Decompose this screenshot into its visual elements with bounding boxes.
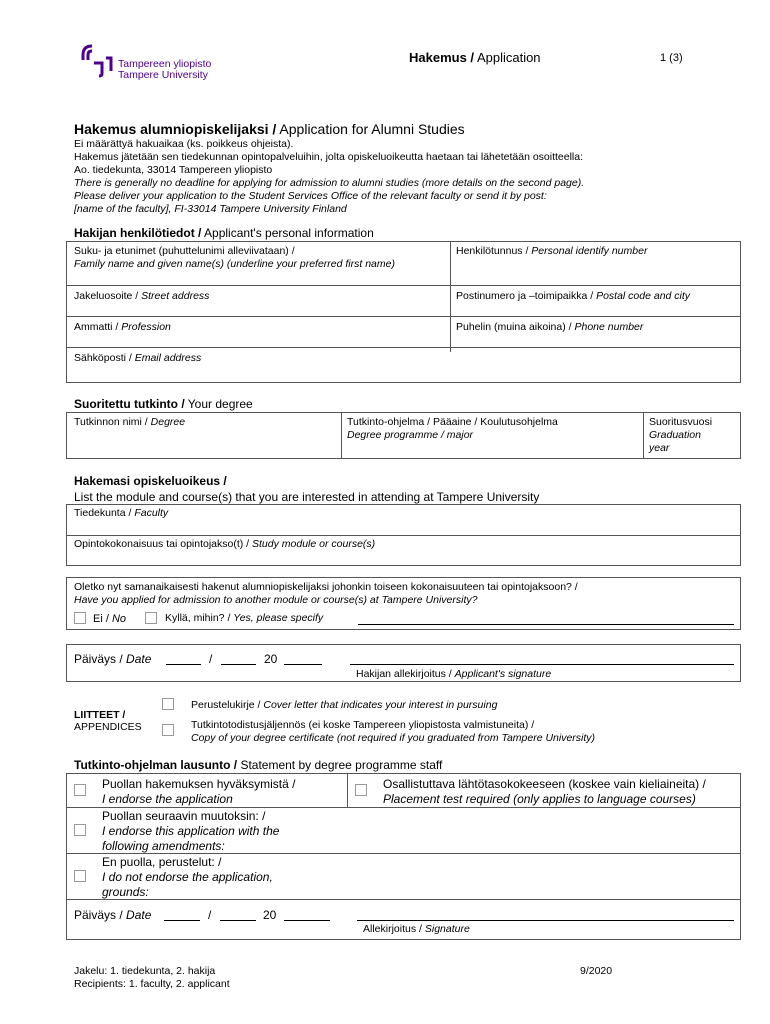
not-endorse-label xyxy=(102,855,273,900)
profession-field[interactable] xyxy=(74,321,446,345)
applicant-date-label-fi: Päiväys / xyxy=(74,652,127,666)
form-title-en: Application for Alumni Studies xyxy=(276,121,465,137)
appendices-label-fi: LIITTEET / xyxy=(74,709,126,721)
amendments-label-en: following amendments: xyxy=(102,839,225,853)
degree-heading-fi: Suoritettu tutkinto / xyxy=(74,397,185,411)
applicant-signature-line[interactable] xyxy=(350,664,734,665)
other-application-question-fi: Oletko nyt samanaikaisesti hakenut alumniopiskelijaksi johonkin toiseen kokonaisuuteen tai opintojaksoon? / xyxy=(74,581,578,593)
street-address-field[interactable] xyxy=(74,290,446,314)
staff-date-label-fi: Päiväys / xyxy=(74,908,127,922)
personal-heading-en: Applicant's personal information xyxy=(201,226,374,240)
postal-code-label-en: Postal code and city xyxy=(596,290,691,302)
name-field-label-en: Family name and given name(s) (underline your preferred first name) xyxy=(74,258,395,270)
yes-label xyxy=(165,612,323,625)
document-title xyxy=(409,50,541,65)
staff-date-label-en: Date xyxy=(126,908,152,922)
intro-line: Please deliver your application to the Student Services Office of the relevant faculty or send it by post: xyxy=(74,190,547,202)
document-title-fi: Hakemus / xyxy=(409,50,475,65)
intro-line: Ei määrättyä hakuaikaa (ks. poikkeus ohjeista). xyxy=(74,138,294,150)
staff-date-day[interactable] xyxy=(164,920,200,921)
degree-name-label-fi: Tutkinnon nimi / xyxy=(74,416,151,428)
form-title xyxy=(74,121,465,137)
endorse-label-en: I endorse the application xyxy=(102,792,233,806)
personal-id-field[interactable] xyxy=(456,245,736,283)
cover-letter-label-en: Cover letter that indicates your interest in pursuing xyxy=(263,699,498,711)
staff-date-month[interactable] xyxy=(220,920,256,921)
personal-heading xyxy=(74,226,374,241)
name-field-label-fi: Suku- ja etunimet (puhuttelunimi alleviivataan) / xyxy=(74,245,295,257)
no-label xyxy=(93,612,126,626)
date-year-prefix: 20 xyxy=(263,908,277,922)
other-application-question-en: Have you applied for admission to another module or course(s) at Tampere University? xyxy=(74,594,478,606)
date-separator: / xyxy=(209,652,213,666)
study-module-field[interactable] xyxy=(74,538,734,564)
degree-certificate-label xyxy=(191,719,595,745)
applicant-date-label-en: Date xyxy=(126,652,152,666)
personal-id-label-en: Personal identify number xyxy=(531,245,648,257)
cover-letter-checkbox[interactable] xyxy=(162,698,174,710)
postal-code-label-fi: Postinumero ja –toimipaikka / xyxy=(456,290,597,302)
phone-label-fi: Puhelin (muina aikoina) / xyxy=(456,321,575,333)
logo-text-fi: Tampereen yliopisto xyxy=(118,58,212,70)
degree-heading-en: Your degree xyxy=(184,397,253,411)
cover-letter-label xyxy=(191,699,497,712)
date-year-prefix: 20 xyxy=(264,652,278,666)
yes-label-en: Yes, please specify xyxy=(233,612,324,624)
street-address-label-en: Street address xyxy=(141,290,210,302)
endorse-label-fi: Puollan hakemuksen hyväksymistä / xyxy=(102,777,296,791)
graduation-year-label-en: Graduation xyxy=(649,429,701,441)
other-application-question xyxy=(74,581,578,607)
applicant-signature-label xyxy=(356,668,551,681)
amendments-label-fi: Puollan seuraavin muutoksin: / xyxy=(102,809,266,823)
phone-label-en: Phone number xyxy=(574,321,644,333)
degree-programme-field[interactable] xyxy=(347,416,639,456)
intro-line: There is generally no deadline for applying for admission to alumni studies (more details on the second page). xyxy=(74,177,585,189)
applicant-date-day[interactable] xyxy=(166,664,201,665)
staff-signature-label xyxy=(363,923,470,936)
placement-test-label-fi: Osallistuttava lähtötasokokeeseen (koskee vain kieliaineita) / xyxy=(383,777,706,791)
staff-signature-label-fi: Allekirjoitus / xyxy=(363,923,425,935)
staff-date-label xyxy=(74,908,151,923)
street-address-label-fi: Jakeluosoite / xyxy=(74,290,142,302)
applicant-signature-label-en: Applicant's signature xyxy=(454,668,552,680)
degree-name-label-en: Degree xyxy=(150,416,186,428)
email-field[interactable] xyxy=(74,352,734,380)
document-title-en: Application xyxy=(474,50,541,65)
profession-label-en: Profession xyxy=(121,321,171,333)
degree-heading xyxy=(74,397,253,412)
yes-label-fi: Kyllä, mihin? / xyxy=(165,612,234,624)
profession-label-fi: Ammatti / xyxy=(74,321,122,333)
amendments-checkbox[interactable] xyxy=(74,824,86,836)
no-label-fi: Ei / xyxy=(93,613,112,625)
graduation-year-label-en: year xyxy=(649,442,670,454)
applicant-date-year[interactable] xyxy=(284,664,322,665)
placement-test-label xyxy=(383,777,706,807)
yes-checkbox[interactable] xyxy=(145,612,157,624)
email-label-fi: Sähköposti / xyxy=(74,352,135,364)
intro-line: Ao. tiedekunta, 33014 Tampereen yliopisto xyxy=(74,164,273,176)
footer-distribution xyxy=(74,965,230,991)
statement-heading-en: Statement by degree programme staff xyxy=(237,758,443,772)
not-endorse-label-fi: En puolla, perustelut: / xyxy=(102,855,222,869)
applicant-signature-label-fi: Hakijan allekirjoitus / xyxy=(356,668,455,680)
degree-certificate-checkbox[interactable] xyxy=(162,724,174,736)
faculty-label-fi: Tiedekunta / xyxy=(74,507,135,519)
not-endorse-label-en: grounds: xyxy=(102,885,149,899)
intro-text xyxy=(74,138,584,216)
graduation-year-field[interactable] xyxy=(649,416,739,456)
degree-name-field[interactable] xyxy=(74,416,338,456)
form-title-fi: Hakemus alumniopiskelijaksi / xyxy=(74,121,277,137)
yes-specify-line[interactable] xyxy=(358,624,734,625)
staff-date-year[interactable] xyxy=(284,920,330,921)
degree-certificate-label-en: Copy of your degree certificate (not required if you graduated from Tampere University) xyxy=(191,732,596,744)
faculty-label-en: Faculty xyxy=(134,507,169,519)
phone-field[interactable] xyxy=(456,321,736,345)
date-separator: / xyxy=(208,908,212,922)
personal-id-label-fi: Henkilötunnus / xyxy=(456,245,532,257)
statement-heading-fi: Tutkinto-ohjelman lausunto / xyxy=(74,758,238,772)
applicant-date-month[interactable] xyxy=(221,664,256,665)
name-field[interactable] xyxy=(74,245,446,283)
endorse-label xyxy=(102,777,295,807)
statement-heading xyxy=(74,758,442,773)
cover-letter-label-fi: Perustelukirje / xyxy=(191,699,264,711)
intro-line: [name of the faculty], FI-33014 Tampere University Finland xyxy=(74,203,347,215)
no-checkbox[interactable] xyxy=(74,612,86,624)
footer-distribution-en: Recipients: 1. faculty, 2. applicant xyxy=(74,978,230,990)
graduation-year-label-fi: Suoritusvuosi xyxy=(649,416,713,428)
email-label-en: Email address xyxy=(134,352,202,364)
degree-certificate-label-fi: Tutkintotodistusjäljennös (ei koske Tampereen yliopistosta valmistuneita) / xyxy=(191,719,535,731)
university-logo-icon xyxy=(80,44,116,78)
placement-test-label-en: Placement test required (only applies to language courses) xyxy=(383,792,696,806)
study-heading: Hakemasi opiskeluoikeus / xyxy=(74,474,227,488)
no-label-en: No xyxy=(111,613,127,625)
footer-date: 9/2020 xyxy=(580,965,613,977)
amendments-label xyxy=(102,809,279,854)
study-module-label-en: Study module or course(s) xyxy=(252,538,376,550)
not-endorse-label-en: I do not endorse the application, xyxy=(102,870,273,884)
not-endorse-checkbox[interactable] xyxy=(74,870,86,882)
intro-line: Hakemus jätetään sen tiedekunnan opintopalveluihin, jolta opiskeluoikeutta haetaan tai lähetetään osoitteella: xyxy=(74,151,584,163)
footer-distribution-fi: Jakelu: 1. tiedekunta, 2. hakija xyxy=(74,965,216,977)
endorse-checkbox[interactable] xyxy=(74,784,86,796)
study-module-label-fi: Opintokokonaisuus tai opintojakso(t) / xyxy=(74,538,253,550)
applicant-date-label xyxy=(74,652,151,667)
staff-signature-line[interactable] xyxy=(357,920,734,921)
page-number: 1 (3) xyxy=(660,52,683,64)
personal-heading-fi: Hakijan henkilötiedot / xyxy=(74,226,202,240)
amendments-label-en: I endorse this application with the xyxy=(102,824,280,838)
placement-test-checkbox[interactable] xyxy=(355,784,367,796)
faculty-field[interactable] xyxy=(74,507,734,533)
postal-code-field[interactable] xyxy=(456,290,736,314)
degree-programme-label-en: Degree programme / major xyxy=(347,429,474,441)
study-subheading: List the module and course(s) that you are interested in attending at Tampere University xyxy=(74,490,540,504)
degree-programme-label-fi: Tutkinto-ohjelma / Pääaine / Koulutusohjelma xyxy=(347,416,558,428)
staff-signature-label-en: Signature xyxy=(424,923,470,935)
appendices-label-en: APPENDICES xyxy=(74,721,142,733)
university-logo xyxy=(80,44,240,80)
logo-text-en: Tampere University xyxy=(118,69,208,81)
